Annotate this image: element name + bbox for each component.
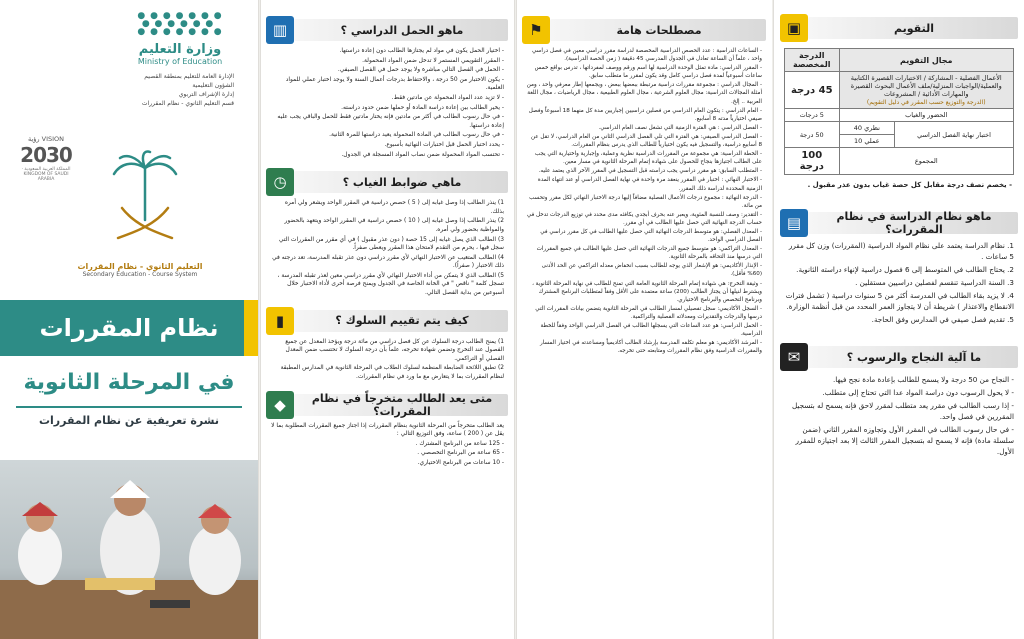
list-item: 5) الطالب الذي لا يتمكن من أداء الاختبار النهائي لأي مقرر دراسي معين لعذر تقبله المدرسة ، تسجل كلمة " ناقص " في الخانة الخاصة في الجدول ويمنح فرصة أخرى لأداء الاختبار خلال أسبوعين من بداية الفصل التالي. (277, 272, 504, 297)
graduation-intro: يعد الطالب متخرجاً من المرحلة الثانوية بنظام المقررات إذا اجتاز جميع المقررات المطلوبة بما لا يقل عن ( 200 ) ساعة، وفق التوزيع التالي : (271, 422, 504, 438)
list-item: - الاختبار النهائي : اختبار في المقرر ينعقد مرة واحدة في نهاية الفصل الدراسي أو عند انتهاء المدة الزمنية المحددة لدراسة ذلك المقرر. (537, 177, 762, 192)
list-item: 1. نظام الدراسة يعتمد على نظام المواد الدراسية (المقررات) وزن كل مقرر 5 ساعات . (788, 241, 1014, 261)
list-item: - المقرر التقويمي المستمر لا تدخل ضمن المواد المحمولة. (362, 57, 504, 64)
load-title: ماهو الحمل الدراسي ؟ (340, 23, 464, 37)
ministry-logo (120, 12, 240, 66)
list-item: - وثيقة التخرج: هي شهادة إتمام المرحلة الثانوية العامة التي تمنح للطالب في نهاية المرحلة الثانوية ، ويشترط لنيلها أن يجتاز الطالب (200) ساعة معتمدة على الأقل وفقاً لمتطلبات البرنامج المشترك وبرنامج التخصص والبرنامج الاختياري. (532, 280, 762, 303)
list-item: - تحتسب المواد المحمولة ضمن نصاب المواد المسجلة في الجدول. (341, 151, 504, 158)
terms-header (522, 16, 766, 44)
list-item: - الساعات الدراسية : عدد الحصص الدراسية المخصصة لدراسة مقرر دراسي معين في فصل دراسي واحد ، علماً أن الساعة تعادل في الجدول المدرسي 45 دقيقة ( زمن الحصة الدراسية). (532, 48, 762, 63)
list-item: - 65 ساعة من البرنامج التخصصي . (417, 450, 504, 457)
list-item: - يكون الاختبار من 50 درجة ، والاحتفاظ بدرجات أعمال السنة ولا يوجد اختبار عملي للمواد العلمية. (285, 76, 504, 92)
list-item: - إذا رسب الطالب في مقرر يعد متطلب لمقرر لاحق فإنه يسمح له بتسجيل المقررين في فصل واحد. (791, 401, 1014, 421)
cover-subtitle: نشرة تعريفية عن نظام المقررات (38, 414, 219, 427)
list-item: - 10 ساعات من البرنامج الاختياري. (417, 460, 504, 466)
admin-line: الشؤون التعليمية (192, 82, 234, 89)
cover-title-2: في المرحلة الثانوية (23, 369, 235, 395)
table-tasks-cell: الأعمال الفصلية - المشاركة / الاختبارات القصيرة الكتابية والعملية/الواجبات المنزلية/ملف الأعمال البحوث القصيرة والمهارات الأدائية / المشروعات (الدرجة والتوزيع حسب المقرر في دليل التقويم) (839, 72, 1013, 109)
title-banner (0, 300, 258, 356)
pass-fail-header (780, 343, 1018, 371)
evaluation-table (784, 48, 1014, 175)
terms-list (516, 44, 772, 358)
list-item: - السجل الأكاديمي: سجل تفصيلي لمسار الطالب في المرحلة الثانوية يتضمن بيانات المقررات التي درسها والدرجات والتقديرات ومعدلاته الفصلية والتراكمية. (535, 305, 762, 320)
list-item: - العام الدراسي : يتكون العام الدراسي من فصلين دراسيين إجباريين مدة كل منهما 18 أسبوعاً وفصل صيفي اختيارياً مدته 8 أسابيع. (528, 107, 762, 122)
graduation-header (266, 391, 508, 419)
list-item: - في حال رسوب الطالب في أكثر من مادتين فإنه يختار مادتين فقط للحمل والباقي يجب عليه إعادة دراستها. (277, 114, 504, 129)
panel-middle (516, 0, 772, 639)
admin-line: الإدارة العامة للتعليم بمنطقة القصيم (144, 73, 234, 80)
absence-list (260, 196, 514, 301)
panel-right (774, 0, 1024, 639)
table-theory: نظري 40 (839, 122, 895, 135)
behavior-title: كيف يتم تقييم السلوك ؟ (335, 314, 469, 328)
list-item: - الدرجة النهائية : مجموع درجات الأعمال الفصلية مضافاً إليها درجة الاختبار النهائي لكل مقرر وتحسب من مائة. (529, 194, 762, 209)
graduation-cap-icon: ◆ (266, 391, 294, 419)
study-system-header (780, 209, 1018, 237)
list-item: - المجال الدراسي : مجموعة مقررات دراسية مرتبطة ببعضها ببعض ، ويجمعها إطار معرفي واحد ، ومن أمثلة المجالات الدراسية: مجال العلوم الشرعية ، مجال العلوم الطبيعية ، مجال الرياضيات ، مجال اللغة العربية .. إلخ. (526, 82, 762, 105)
list-item: - المتطلب السابق: هو مقرر دراسي يجب دراسته قبل التسجيل في المقرر الآخر الذي يعتمد عليه. (538, 168, 762, 175)
behavior-list (260, 335, 514, 385)
clipboard-icon: ▤ (780, 209, 808, 237)
list-item: - في حال رسوب الطالب في المادة المحمولة يعيد دراستها للمرة الثانية. (329, 132, 504, 139)
table-final-exam: اختبار نهاية الفصل الدراسي (895, 122, 1014, 148)
evaluation-note: - يخصم نصف درجة مقابل كل حصة غياب بدون عذر مقبول . (807, 181, 1012, 189)
ministry-name-en: Ministry of Education (137, 57, 223, 66)
admin-info (99, 72, 234, 108)
table-head-area: مجال التقويم (839, 49, 1013, 72)
list-item: - لا تزيد عدد المواد المحمولة عن مادتين فقط. (391, 94, 504, 101)
graduation-title: متى يعد الطالب متخرجاً في نظام المقررات؟ (311, 391, 493, 418)
bar-chart-icon: ▮ (266, 307, 294, 335)
list-item: - النجاح من 50 درجة ولا يسمح للطالب بإعادة مادة نجح فيها. (832, 375, 1014, 384)
system-logo (60, 262, 220, 278)
list-item: 2) تطبق اللائحة الضابطة المنظمة لسلوك الطلاب في المرحلة الثانوية في المدارس المطبقة لنظام المقررات بما لا يتعارض مع ما ورد في نظام المقررات. (280, 365, 504, 381)
list-item: - المعدل الفصلي: هو متوسط الدرجات النهائية التي حصل عليها الطالب في كل مقرر دراسي في الفصل الدراسي الواحد. (540, 228, 762, 244)
table-total: المجموع (839, 148, 1013, 175)
evaluation-title: التقويم (894, 21, 934, 35)
study-system-list (774, 237, 1024, 329)
panel-cover (0, 0, 258, 639)
list-item: - الفصل الدراسي الصيفي: هي الفترة التي تلي الفصل الدراسي الثاني من العام الدراسي، لا تقل عن 8 أسابيع دراسية، والتسجيل فيه يكون اختيارياً للطالب الذي يدرس بنظام المقررات. (531, 133, 762, 149)
list-item: - 125 ساعة من البرنامج المشترك . (415, 440, 504, 447)
list-item: 2. يحتاج الطالب في المتوسط إلى 6 فصول دراسية لإنهاء دراسته الثانوية. (796, 265, 1014, 274)
ministry-name-ar: وزارة التعليم (138, 42, 222, 57)
list-item: - المقرر الدراسي: مادة تمثل الوحدة الدراسية لها اسم ورقم ووصف لمفرداتها ، تدرس بواقع خمس ساعات أسبوعياً لمدة فصل دراسي كامل وقد يكون لمقرر ما متطلب سابق. (534, 65, 762, 80)
projector-icon: ▣ (780, 14, 808, 42)
subtitle-banner (16, 358, 242, 408)
list-item: - يحدد اختبار الحمل قبل اختبارات النهائية بأسبوع. (384, 141, 504, 148)
list-item: 5. تقديم فصل صيفي في المدارس وفق الحاجة. (871, 315, 1014, 324)
absence-title: ماهي ضوابط الغياب ؟ (342, 175, 462, 189)
system-name-en: Secondary Education - Course System (82, 271, 198, 278)
list-item: - الخطة الدراسية: هي مجموعة من المقررات الدراسية نظرية وعملية، وإجبارية واختيارية التي يجب على الطالب اجتيازها بنجاح للحصول على شهادة إتمام المرحلة الثانوية في مسار معين. (534, 151, 762, 166)
list-item: 3) الطالب الذي يصل غيابه إلى 15 حصة ( دون عذر مقبول ) في أي مقرر من المقررات التي سجل فيها ، يحرم من التقدم لامتحان هذا المقرر ويعطى صفراً. (278, 236, 504, 252)
ministry-dots-mark: ● ● ● ● ● ● ● ● ● ● ● ● ● ● ● ● ● ● ● ● (137, 11, 223, 37)
clock-icon: ◷ (266, 168, 294, 196)
list-item: - اختيار الحمل يكون في مواد لم يجتازها الطالب دون إعادة دراستها. (339, 48, 504, 54)
table-practical: عملي 10 (839, 135, 895, 148)
graduation-list (260, 419, 514, 471)
list-item: - المعدل التراكمي: هو متوسط جميع الدرجات النهائية التي حصل عليها الطالب في جميع المقررات التي درسها منذ التحاقه بالمرحلة الثانوية. (536, 246, 762, 261)
fold-divider (258, 0, 261, 639)
list-item: 4) الطالب المتغيب عن الاختبار النهائي لأي مقرر دراسي دون عذر تقبله المدرسة، تعد درجته في ذلك الاختبار ( صفراً). (272, 254, 504, 270)
list-item: 4. لا يزيد بقاء الطالب في المدرسة أكثر من 5 سنوات دراسية ( تشمل فترات الانقطاع والاعتذار ) شريطة أن لا يتجاوز العمر المحدد من قبل أنظمة الوزارة. (785, 291, 1014, 311)
evaluation-header (780, 14, 1018, 42)
signpost-icon: ⚑ (522, 16, 550, 44)
table-head-score: الدرجة المخصصة (785, 49, 840, 72)
table-attendance: الحضور والغياب (839, 109, 1013, 122)
pass-fail-list (774, 371, 1024, 461)
load-header (266, 16, 508, 44)
table-attendance-score: 5 درجات (785, 109, 840, 122)
students-illustration (0, 460, 258, 639)
list-item: - الحمل الدراسي: هو عدد الساعات التي يسجلها الطالب في الفصل الدراسي الواحد وفقاً للخطة الدراسية. (540, 323, 762, 338)
terms-title: مصطلحات هامة (616, 23, 702, 37)
diploma-scroll-icon: ✉ (780, 343, 808, 371)
list-item: 1) ينذر الطالب إذا وصل غيابه إلى ( 5 ) حصص دراسية في المقرر الواحد ويشعر ولي أمره بذلك. (284, 200, 504, 215)
cover-title: نظام المقررات (39, 314, 219, 342)
list-item: - التقدير: وصف للنسبة المئوية، ويعبر عنه بحرف أبجدي يكافئه مدى محدد في توزيع الدرجات تدخل في حساب الدرجة النهائية التي حصل عليها الطالب في أي مقرر. (526, 211, 762, 226)
list-item: - لا يحول الرسوب دون دراسة المواد عدا التي تحتاج إلى متطلب. (822, 388, 1014, 397)
behavior-header (266, 307, 508, 335)
admin-line: إدارة الإشراف التربوي (178, 91, 234, 98)
absence-header (266, 168, 508, 196)
study-system-title: ماهو نظام الدراسة في نظام المقررات؟ (836, 210, 992, 236)
list-item: 1) يمنح الطالب درجة السلوك عن كل فصل دراسي من مائة درجة ويؤخذ المعدل عن جميع الفصول عند التخرج وتضمن شهادة تخرجه، علماً بأن درجة السلوك لا تحتسب ضمن المعدل الفصلي أو التراكمي. (285, 338, 504, 362)
list-item: 2) ينذر الطالب إذا وصل غيابه إلى ( 10 ) حصص دراسية في المقرر الواحد ويتعهد بالحضور والمواظبة بحضور ولي أمره. (284, 218, 504, 233)
palm-swords-emblem-icon (110, 150, 180, 260)
books-icon: ▥ (266, 16, 294, 44)
table-exam-total: 50 درجة (785, 122, 840, 148)
list-item: - في حال رسوب الطالب في المقرر الأول وتجاوزه المقرر الثاني (ضمن سلسلة مادة) فإنه لا يسمح له بتسجيل المقرر الثالث إلا بعد اجتيازه للمقرر الأول. (795, 425, 1014, 456)
table-total-score: 100 درجة (785, 148, 840, 175)
list-item: - يخير الطالب بين إعادة دراسة المادة أو حملها ضمن حدود دراسته. (341, 104, 504, 111)
pass-fail-title: ما آلية النجاح والرسوب ؟ (846, 350, 982, 364)
system-name-ar: التعليم الثانوي - نظام المقررات (77, 262, 203, 271)
panel-left (260, 0, 514, 639)
load-list (260, 44, 514, 162)
fold-divider (514, 0, 517, 639)
admin-line: قسم التعليم الثانوي - نظام المقررات (141, 100, 234, 107)
table-tasks-score: 45 درجة (785, 72, 840, 109)
vision-2030-logo: VISION رؤية 2030 المملكة العربية السعودية · KINGDOM OF SAUDI ARABIA (20, 135, 72, 182)
list-item: - المرشد الأكاديمي: هو معلم تكلفه المدرسة بإرشاد الطالب أكاديمياً ومساعدته في اختيار المسار والمقررات الدراسية وفق نظام المقررات ومتابعته حتى تخرجه. (540, 340, 762, 355)
list-item: - الفصل الدراسي : هي الفترة الزمنية التي تشغل نصف العام الدراسي. (598, 124, 762, 131)
students-photo (0, 460, 258, 639)
list-item: - الحمل في الفصل التالي مباشرة ولا يوجد حمل في الفصل الصيفي. (337, 67, 504, 74)
list-item: - الإنذار الأكاديمي: هو الإشعار الذي يوجه للطالب بسبب انخفاض معدله التراكمي عن الحد الأدنى (60% فأقل). (541, 263, 762, 278)
list-item: 3. السنة الدراسية تنقسم لفصلين دراسيين مستقلين . (855, 278, 1014, 287)
